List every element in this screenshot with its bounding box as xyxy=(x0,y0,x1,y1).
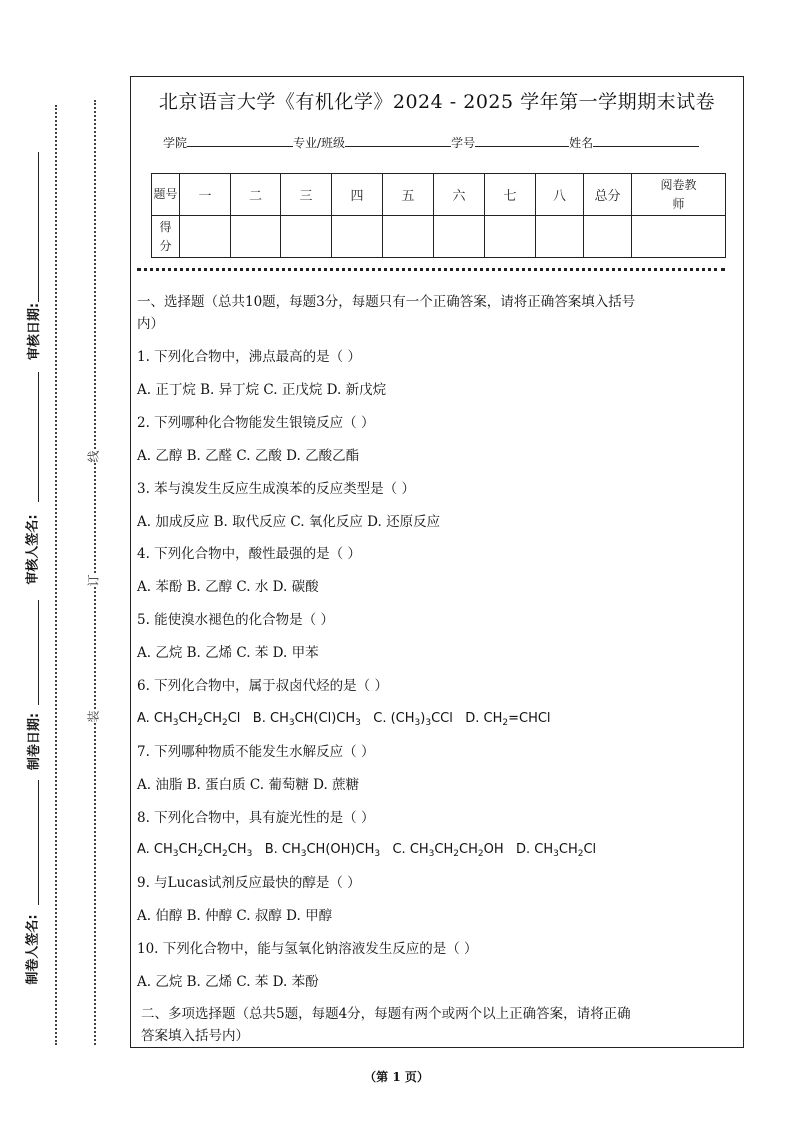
q10-stem: 10. 下列化合物中，能与氢氧化钠溶液发生反应的是（ ） xyxy=(137,941,478,957)
q6-stem: 6. 下列化合物中，属于叔卤代烃的是（ ） xyxy=(137,678,388,694)
score-table xyxy=(151,173,726,258)
score-cell-total[interactable] xyxy=(584,216,632,258)
header-6: 六 xyxy=(434,174,485,216)
header-4: 四 xyxy=(332,174,383,216)
score-cell-grader[interactable] xyxy=(632,216,726,258)
section2-heading-cont: 答案填入括号内） xyxy=(141,1028,249,1044)
header-question-no: 题号 xyxy=(152,174,180,216)
score-table-header xyxy=(152,174,726,216)
q1-stem: 1. 下列化合物中，沸点最高的是（ ） xyxy=(137,349,361,365)
college-field[interactable] xyxy=(187,134,293,147)
header-8: 八 xyxy=(536,174,584,216)
q8-options: A. $CH_3CH_2CH_2CH_3$ B. $CH_3CH(OH)CH_3$ C. $CH_3CH_2CH_2OH$ D. $CH_3CH_2Cl$ xyxy=(137,842,597,859)
header-3: 三 xyxy=(281,174,332,216)
binding-dotted-line-inner xyxy=(94,100,96,1045)
maker-date-line xyxy=(38,600,39,705)
section1-heading-cont: 内） xyxy=(137,316,164,332)
q2-stem: 2. 下列哪种化合物能发生银镜反应（ ） xyxy=(137,415,375,431)
exam-title: 北京语言大学《有机化学》2024 - 2025 学年第一学期期末试卷 xyxy=(158,91,716,113)
maker-sign-label: 制卷人签名: xyxy=(25,914,41,985)
major-field[interactable] xyxy=(345,134,451,147)
score-cell-3[interactable] xyxy=(281,216,332,258)
q1-options: A. 正丁烷 B. 异丁烷 C. 正戊烷 D. 新戊烷 xyxy=(137,382,387,398)
q3-stem: 3. 苯与溴发生反应生成溴苯的反应类型是（ ） xyxy=(137,481,415,497)
q9-stem: 9. 与Lucas试剂反应最快的醇是（ ） xyxy=(137,875,361,891)
score-cell-8[interactable] xyxy=(536,216,584,258)
q4-options: A. 苯酚 B. 乙醇 C. 水 D. 碳酸 xyxy=(137,579,319,595)
name-label: 姓名 xyxy=(569,136,594,150)
student-id-label: 学号 xyxy=(451,136,476,150)
bind-char-line: 线 xyxy=(86,450,101,463)
q9-options: A. 伯醇 B. 仲醇 C. 叔醇 D. 甲醇 xyxy=(137,908,333,924)
audit-date-label: 审核日期: xyxy=(27,302,43,361)
header-5: 五 xyxy=(383,174,434,216)
audit-date-line xyxy=(38,152,39,302)
section-separator xyxy=(137,268,725,271)
bind-char-bind: 装 xyxy=(86,710,101,723)
header-2: 二 xyxy=(231,174,281,216)
maker-sign-line xyxy=(38,780,39,905)
q2-options: A. 乙醇 B. 乙醛 C. 乙酸 D. 乙酸乙酯 xyxy=(137,448,360,464)
student-id-field[interactable] xyxy=(475,134,569,147)
q5-options: A. 乙烷 B. 乙烯 C. 苯 D. 甲苯 xyxy=(137,645,319,661)
q7-stem: 7. 下列哪种物质不能发生水解反应（ ） xyxy=(137,744,375,760)
section2-heading: 二、多项选择题（总共5题，每题4分，每题有两个或两个以上正确答案，请将正确 xyxy=(141,1006,631,1022)
score-table-row xyxy=(152,216,726,258)
bind-char-staple: 订 xyxy=(86,574,101,587)
q7-options: A. 油脂 B. 蛋白质 C. 葡萄糖 D. 蔗糖 xyxy=(137,777,360,793)
major-label: 专业/班级 xyxy=(293,136,346,150)
name-field[interactable] xyxy=(593,134,699,147)
score-cell-1[interactable] xyxy=(180,216,231,258)
q8-stem: 8. 下列化合物中，具有旋光性的是（ ） xyxy=(137,810,375,826)
score-cell-6[interactable] xyxy=(434,216,485,258)
row-label-score: 得分 xyxy=(152,216,180,258)
header-7: 七 xyxy=(485,174,536,216)
exam-frame xyxy=(130,76,744,1048)
section1-heading: 一、选择题（总共10题，每题3分，每题只有一个正确答案，请将正确答案填入括号 xyxy=(137,294,636,310)
q10-options: A. 乙烷 B. 乙烯 C. 苯 D. 苯酚 xyxy=(137,974,319,990)
auditor-sign-label: 审核人签名: xyxy=(25,514,41,585)
q3-options: A. 加成反应 B. 取代反应 C. 氧化反应 D. 还原反应 xyxy=(137,514,441,530)
student-info-row xyxy=(163,134,699,151)
q4-stem: 4. 下列化合物中，酸性最强的是（ ） xyxy=(137,546,361,562)
score-cell-7[interactable] xyxy=(485,216,536,258)
college-label: 学院 xyxy=(163,136,188,150)
auditor-sign-line xyxy=(38,372,39,502)
q6-options: A. $CH_3CH_2CH_2Cl$ B. $CH_3CH(Cl)CH_3$ C. $(CH_3)_3CCl$ D. $CH_2=CHCl$ xyxy=(137,711,551,728)
maker-date-label: 制卷日期: xyxy=(27,712,43,771)
binding-dotted-line-outer xyxy=(55,105,57,1045)
header-grader: 阅卷教师 xyxy=(632,174,726,216)
q5-stem: 5. 能使溴水褪色的化合物是（ ） xyxy=(137,612,334,628)
header-total: 总分 xyxy=(584,174,632,216)
page-number: （第 1 页） xyxy=(364,1070,429,1084)
score-cell-4[interactable] xyxy=(332,216,383,258)
header-1: 一 xyxy=(180,174,231,216)
score-cell-2[interactable] xyxy=(231,216,281,258)
score-cell-5[interactable] xyxy=(383,216,434,258)
